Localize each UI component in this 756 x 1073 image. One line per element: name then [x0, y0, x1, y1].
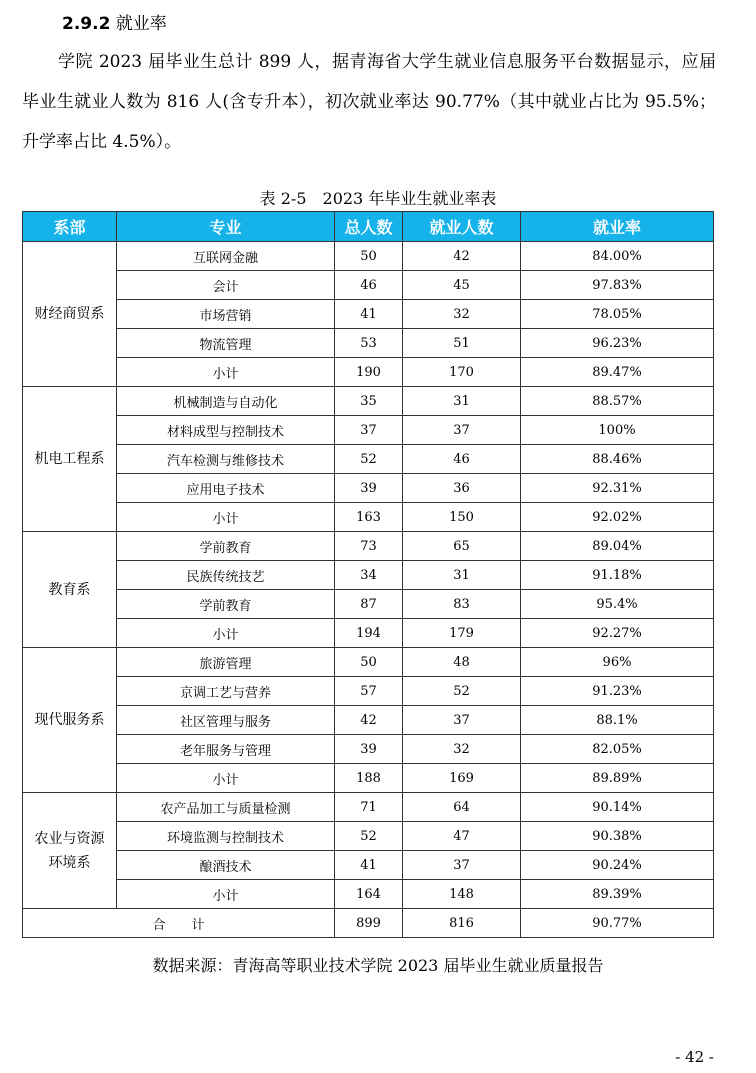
dept-cell: 财经商贸系 [23, 242, 117, 387]
table-row [23, 590, 714, 619]
employed-cell: 31 [403, 561, 521, 590]
total-cell: 164 [335, 880, 403, 909]
employed-cell: 169 [403, 764, 521, 793]
rate-cell: 97.83% [521, 271, 714, 300]
total-cell: 71 [335, 793, 403, 822]
major-cell: 汽车检测与维修技术 [117, 445, 335, 474]
employed-cell: 148 [403, 880, 521, 909]
employed-cell: 37 [403, 851, 521, 880]
rate-cell: 96.23% [521, 329, 714, 358]
employed-cell: 36 [403, 474, 521, 503]
data-source-note: 数据来源：青海高等职业技术学院 2023 届毕业生就业质量报告 [152, 956, 604, 975]
header-total: 总人数 [335, 212, 403, 242]
total-cell: 34 [335, 561, 403, 590]
header-employed: 就业人数 [403, 212, 521, 242]
table-row [23, 445, 714, 474]
total-cell: 52 [335, 822, 403, 851]
rate-cell: 90.38% [521, 822, 714, 851]
employed-cell: 46 [403, 445, 521, 474]
employed-cell: 42 [403, 242, 521, 271]
employed-cell: 45 [403, 271, 521, 300]
employment-rate-table [22, 211, 714, 938]
total-cell: 73 [335, 532, 403, 561]
subtotal-row [23, 619, 714, 648]
total-cell: 46 [335, 271, 403, 300]
section-heading [62, 9, 167, 34]
summary-paragraph: 学院 2023 届毕业生总计 899 人，据青海省大学生就业信息服务平台数据显示，应届毕业生就业人数为 816 人(含专升本），初次就业率达 90.77%（其中就业占比为 95.5%；升学率占比 4.5%）。 [22, 52, 716, 152]
table-row [23, 416, 714, 445]
rate-cell: 88.57% [521, 387, 714, 416]
dept-line: 环境系 [48, 854, 91, 871]
total-cell: 163 [335, 503, 403, 532]
total-label-cell: 合 计 [23, 909, 335, 938]
major-cell: 学前教育 [117, 590, 335, 619]
table-row [23, 677, 714, 706]
employed-cell: 48 [403, 648, 521, 677]
table-body [23, 242, 714, 938]
table-row [23, 329, 714, 358]
table-row [23, 532, 714, 561]
header-rate: 就业率 [521, 212, 714, 242]
rate-cell: 90.14% [521, 793, 714, 822]
total-cell: 35 [335, 387, 403, 416]
major-cell: 学前教育 [117, 532, 335, 561]
major-cell: 小计 [117, 503, 335, 532]
subtotal-row [23, 358, 714, 387]
rate-cell: 92.02% [521, 503, 714, 532]
major-cell: 酿酒技术 [117, 851, 335, 880]
rate-cell: 82.05% [521, 735, 714, 764]
major-cell: 材料成型与控制技术 [117, 416, 335, 445]
employed-cell: 32 [403, 735, 521, 764]
table-row [23, 648, 714, 677]
rate-cell: 90.24% [521, 851, 714, 880]
employed-cell: 32 [403, 300, 521, 329]
table-row [23, 242, 714, 271]
employed-cell: 65 [403, 532, 521, 561]
rate-cell: 100% [521, 416, 714, 445]
employed-cell: 37 [403, 416, 521, 445]
page-number: - 42 - [675, 1048, 714, 1066]
total-cell: 50 [335, 242, 403, 271]
rate-cell: 92.27% [521, 619, 714, 648]
major-cell: 社区管理与服务 [117, 706, 335, 735]
subtotal-row [23, 503, 714, 532]
major-cell: 小计 [117, 619, 335, 648]
major-cell: 农产品加工与质量检测 [117, 793, 335, 822]
rate-cell: 88.46% [521, 445, 714, 474]
header-major: 专业 [117, 212, 335, 242]
rate-cell: 96% [521, 648, 714, 677]
section-number: 2.9.2 [62, 14, 111, 34]
employed-cell: 37 [403, 706, 521, 735]
total-count-cell: 899 [335, 909, 403, 938]
major-cell: 老年服务与管理 [117, 735, 335, 764]
rate-cell: 92.31% [521, 474, 714, 503]
table-row [23, 271, 714, 300]
table-row [23, 474, 714, 503]
major-cell: 京调工艺与营养 [117, 677, 335, 706]
table-row [23, 793, 714, 822]
total-cell: 57 [335, 677, 403, 706]
total-cell: 194 [335, 619, 403, 648]
rate-cell: 91.23% [521, 677, 714, 706]
rate-cell: 89.89% [521, 764, 714, 793]
major-cell: 互联网金融 [117, 242, 335, 271]
total-cell: 41 [335, 300, 403, 329]
subtotal-row [23, 764, 714, 793]
total-cell: 37 [335, 416, 403, 445]
total-cell: 39 [335, 474, 403, 503]
dept-cell: 机电工程系 [23, 387, 117, 532]
table-header-row [23, 212, 714, 242]
grand-total-row [23, 909, 714, 938]
total-cell: 42 [335, 706, 403, 735]
total-cell: 39 [335, 735, 403, 764]
subtotal-row [23, 880, 714, 909]
major-cell: 小计 [117, 358, 335, 387]
rate-cell: 78.05% [521, 300, 714, 329]
employed-cell: 31 [403, 387, 521, 416]
rate-cell: 89.04% [521, 532, 714, 561]
total-employed-cell: 816 [403, 909, 521, 938]
employed-cell: 51 [403, 329, 521, 358]
rate-cell: 95.4% [521, 590, 714, 619]
total-cell: 190 [335, 358, 403, 387]
dept-line: 农业与资源 [34, 830, 105, 847]
rate-cell: 89.39% [521, 880, 714, 909]
rate-cell: 89.47% [521, 358, 714, 387]
table-row [23, 561, 714, 590]
table-row [23, 706, 714, 735]
total-cell: 52 [335, 445, 403, 474]
employed-cell: 179 [403, 619, 521, 648]
major-cell: 旅游管理 [117, 648, 335, 677]
major-cell: 小计 [117, 880, 335, 909]
table-row [23, 300, 714, 329]
major-cell: 市场营销 [117, 300, 335, 329]
table-row [23, 735, 714, 764]
employed-cell: 64 [403, 793, 521, 822]
rate-cell: 91.18% [521, 561, 714, 590]
total-cell: 50 [335, 648, 403, 677]
major-cell: 机械制造与自动化 [117, 387, 335, 416]
major-cell: 小计 [117, 764, 335, 793]
header-dept: 系部 [23, 212, 117, 242]
rate-cell: 84.00% [521, 242, 714, 271]
dept-cell: 现代服务系 [23, 648, 117, 793]
dept-cell [23, 793, 117, 909]
section-title: 就业率 [115, 14, 167, 34]
total-cell: 87 [335, 590, 403, 619]
table-row [23, 851, 714, 880]
major-cell: 应用电子技术 [117, 474, 335, 503]
table-caption: 表 2-5 2023 年毕业生就业率表 [259, 189, 497, 208]
rate-cell: 88.1% [521, 706, 714, 735]
major-cell: 环境监测与控制技术 [117, 822, 335, 851]
employed-cell: 83 [403, 590, 521, 619]
employed-cell: 170 [403, 358, 521, 387]
total-rate-cell: 90.77% [521, 909, 714, 938]
employed-cell: 52 [403, 677, 521, 706]
employed-cell: 47 [403, 822, 521, 851]
total-cell: 188 [335, 764, 403, 793]
employed-cell: 150 [403, 503, 521, 532]
total-cell: 41 [335, 851, 403, 880]
table-row [23, 387, 714, 416]
major-cell: 民族传统技艺 [117, 561, 335, 590]
major-cell: 会计 [117, 271, 335, 300]
major-cell: 物流管理 [117, 329, 335, 358]
total-cell: 53 [335, 329, 403, 358]
table-row [23, 822, 714, 851]
dept-cell: 教育系 [23, 532, 117, 648]
